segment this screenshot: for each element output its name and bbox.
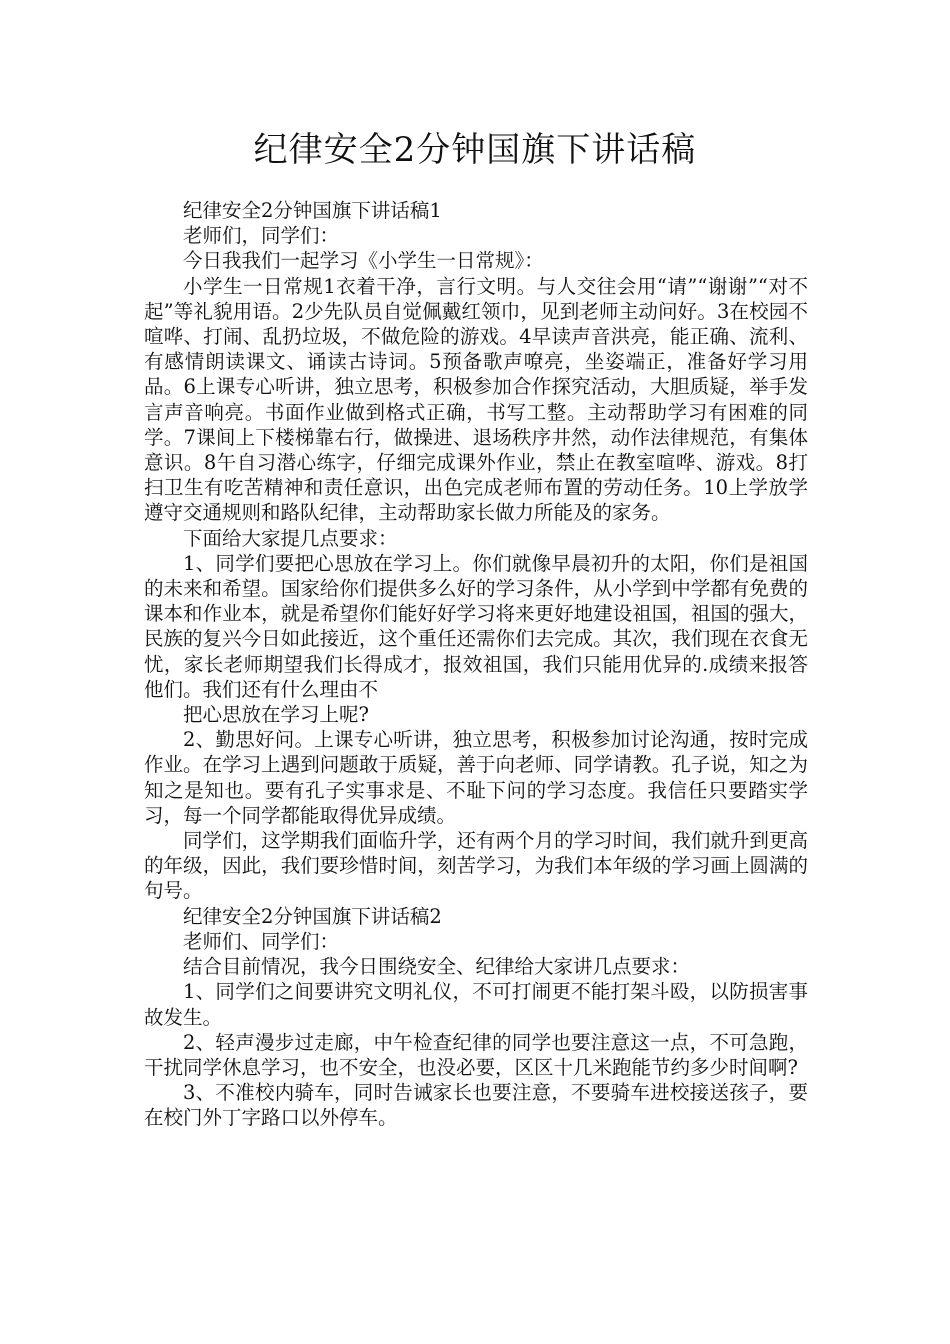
safety-intro: 结合目前情况，我今日围绕安全、纪律给大家讲几点要求： (183, 955, 691, 979)
safety-point-3: 3、不准校内骑车，同时告诫家长也要注意，不要骑车进校接送孩子，要在校门外丁字路口以外停车。 (144, 1081, 808, 1130)
greeting-1: 老师们，同学们： (183, 224, 340, 248)
section-heading-1: 纪律安全2分钟国旗下讲话稿1 (183, 199, 442, 222)
document-title: 纪律安全2分钟国旗下讲话稿 (253, 130, 697, 170)
document-body (144, 198, 808, 1131)
safety-point-1: 1、同学们之间要讲究文明礼仪，不可打闹更不能打架斗殴，以防损害事故发生。 (144, 980, 808, 1029)
closing-paragraph: 同学们，这学期我们面临升学，还有两个月的学习时间，我们就升到更高的年级，因此，我们要珍惜时间，刻苦学习，为我们本年级的学习画上圆满的句号。 (144, 829, 808, 903)
requirement-1-continued: 把心思放在学习上呢? (183, 703, 369, 727)
rules-paragraph: 小学生一日常规1衣着干净，言行文明。与人交往会用“请”“谢谢”“对不起”等礼貌用语。2少先队员自觉佩戴红领巾，见到老师主动问好。3在校园不喧哗、打闹、乱扔垃圾，不做危险的游戏。4早读声音洪亮，能正确、流利、有感情朗读课文、诵读古诗词。5预备歌声嘹亮，坐姿端正，准备好学习用品。6上课专心听讲，独立思考，积极参加合作探究活动，大胆质疑，举手发言声音响亮。书面作业做到格式正确，书写工整。主动帮助学习有困难的同学。7课间上下楼梯靠右行，做操进、退场秩序井然，动作法律规范，有集体意识。8午自习潜心练字，仔细完成课外作业，禁止在教室喧哗、游戏。8打扫卫生有吃苦精神和责任意识，出色完成老师布置的劳动任务。10上学放学遵守交通规则和路队纪律，主动帮助家长做力所能及的家务。 (144, 274, 808, 525)
requirements-intro: 下面给大家提几点要求： (183, 526, 398, 550)
requirement-2-paragraph: 2、勤思好问。上课专心听讲，独立思考，积极参加讨论沟通，按时完成作业。在学习上遇到问题敢于质疑，善于向老师、同学请教。孔子说，知之为知之是知也。要有孔子实事求是、不耻下问的学习态度。我信任只要踏实学习，每一个同学都能取得优异成绩。 (144, 728, 808, 827)
section-heading-2: 纪律安全2分钟国旗下讲话稿2 (183, 904, 442, 928)
safety-point-2: 2、轻声漫步过走廊，中午检查纪律的同学也要注意这一点，不可急跑，干扰同学休息学习，也不安全，也没必要，区区十几米跑能节约多少时间啊? (144, 1030, 808, 1079)
greeting-2: 老师们、同学们： (183, 929, 340, 953)
intro-paragraph: 今日我我们一起学习《小学生一日常规》： (183, 249, 544, 273)
requirement-1-paragraph: 1、同学们要把心思放在学习上。你们就像早晨初升的太阳，你们是祖国的未来和希望。国家给你们提供多么好的学习条件，从小学到中学都有免费的课本和作业本，就是希望你们能好好学习将来更好地建设祖国，祖国的强大，民族的复兴今日如此接近，这个重任还需你们去完成。其次，我们现在衣食无忧，家长老师期望我们长得成才，报效祖国，我们只能用优异的.成绩来报答他们。我们还有什么理由不 (144, 551, 808, 701)
